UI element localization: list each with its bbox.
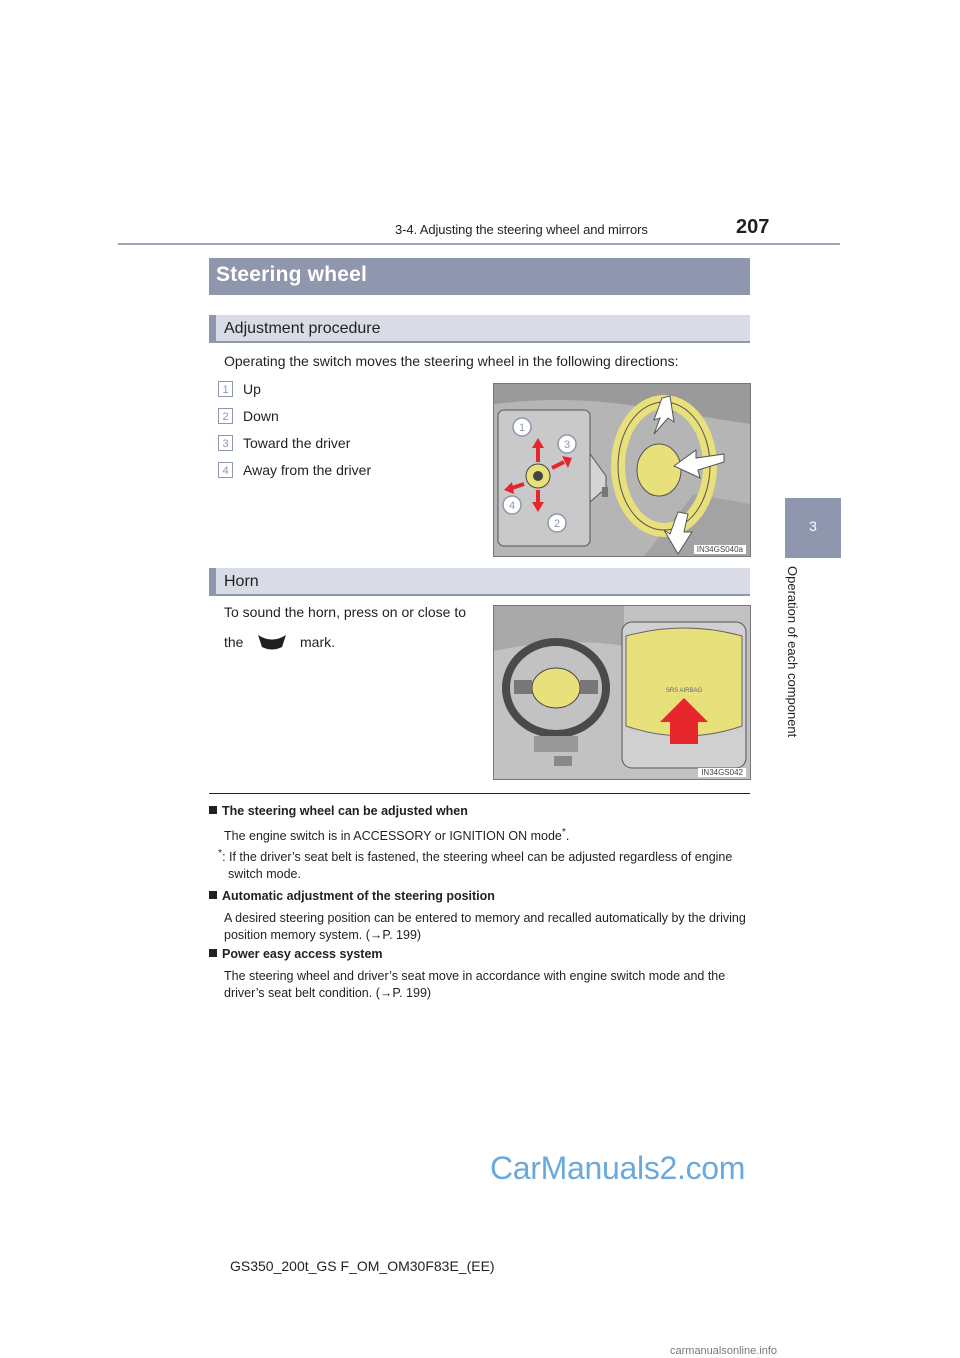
notes-divider <box>209 793 750 794</box>
figure-code: IN34GS040a <box>694 545 746 554</box>
horn-icon <box>255 632 289 654</box>
airbag-label: SRS AIRBAG <box>665 688 703 694</box>
item-number-badge: 2 <box>218 408 233 424</box>
square-bullet-icon <box>209 806 217 814</box>
note-heading-3: Power easy access system <box>209 947 383 961</box>
note-heading-2: Automatic adjustment of the steering position <box>209 889 495 903</box>
callout-1: 1 <box>518 422 526 434</box>
square-bullet-icon <box>209 891 217 899</box>
square-bullet-icon <box>209 949 217 957</box>
chapter-tab-number: 3 <box>809 518 817 534</box>
note-footnote-1: *: If the driver’s seat belt is fastened, the steering wheel can be adjusted regardless of engine switch mode. <box>218 848 733 882</box>
note-body-1: The engine switch is in ACCESSORY or IGNITION ON mode*. <box>224 827 570 844</box>
note-body-3: The steering wheel and driver’s seat move in accordance with engine switch mode and the driver’s seat belt condition. (→P. 199) <box>224 969 726 1000</box>
adjustment-intro: Operating the switch moves the steering wheel in the following directions: <box>224 353 679 369</box>
item-label: Up <box>243 381 261 397</box>
item-label: Down <box>243 408 279 424</box>
horn-figure <box>493 605 751 780</box>
steering-illustration <box>494 384 750 556</box>
item-number-badge: 1 <box>218 381 233 397</box>
horn-heading: Horn <box>224 573 259 590</box>
note-heading-1: The steering wheel can be adjusted when <box>209 804 468 818</box>
horn-heading-bar <box>209 568 750 596</box>
horn-text-the: the <box>224 634 244 650</box>
watermark-carmanuals2: CarManuals2.com <box>490 1150 746 1186</box>
page-number: 207 <box>736 216 770 238</box>
horn-text-mark: mark. <box>300 634 335 650</box>
watermark-carmanualsonline: carmanualsonline.info <box>670 1345 778 1357</box>
item-label: Away from the driver <box>243 462 372 478</box>
steering-adjustment-figure <box>493 383 751 557</box>
adjustment-heading-bar <box>209 315 750 343</box>
chapter-side-label <box>785 566 805 766</box>
adjustment-heading: Adjustment procedure <box>224 320 381 337</box>
horn-illustration <box>494 606 750 779</box>
footer-doc-code: GS350_200t_GS F_OM_OM30F83E_(EE) <box>230 1258 495 1274</box>
callout-2: 2 <box>553 518 561 530</box>
section-title-bar <box>209 258 750 295</box>
chapter-side-label-text: Operation of each component <box>785 566 800 738</box>
item-label: Toward the driver <box>243 435 351 451</box>
figure-code: IN34GS042 <box>698 768 746 777</box>
header-section-title: 3-4. Adjusting the steering wheel and mirrors <box>395 222 648 237</box>
horn-text-line1: To sound the horn, press on or close to <box>224 604 467 620</box>
item-number-badge: 3 <box>218 435 233 451</box>
callout-4: 4 <box>508 500 516 512</box>
note-body-2: A desired steering position can be entered to memory and recalled automatically by the driving position memory system. (→P. 199) <box>224 911 746 942</box>
header-divider <box>118 243 840 245</box>
callout-3: 3 <box>563 439 571 451</box>
section-title: Steering wheel <box>216 263 368 286</box>
item-number-badge: 4 <box>218 462 233 478</box>
